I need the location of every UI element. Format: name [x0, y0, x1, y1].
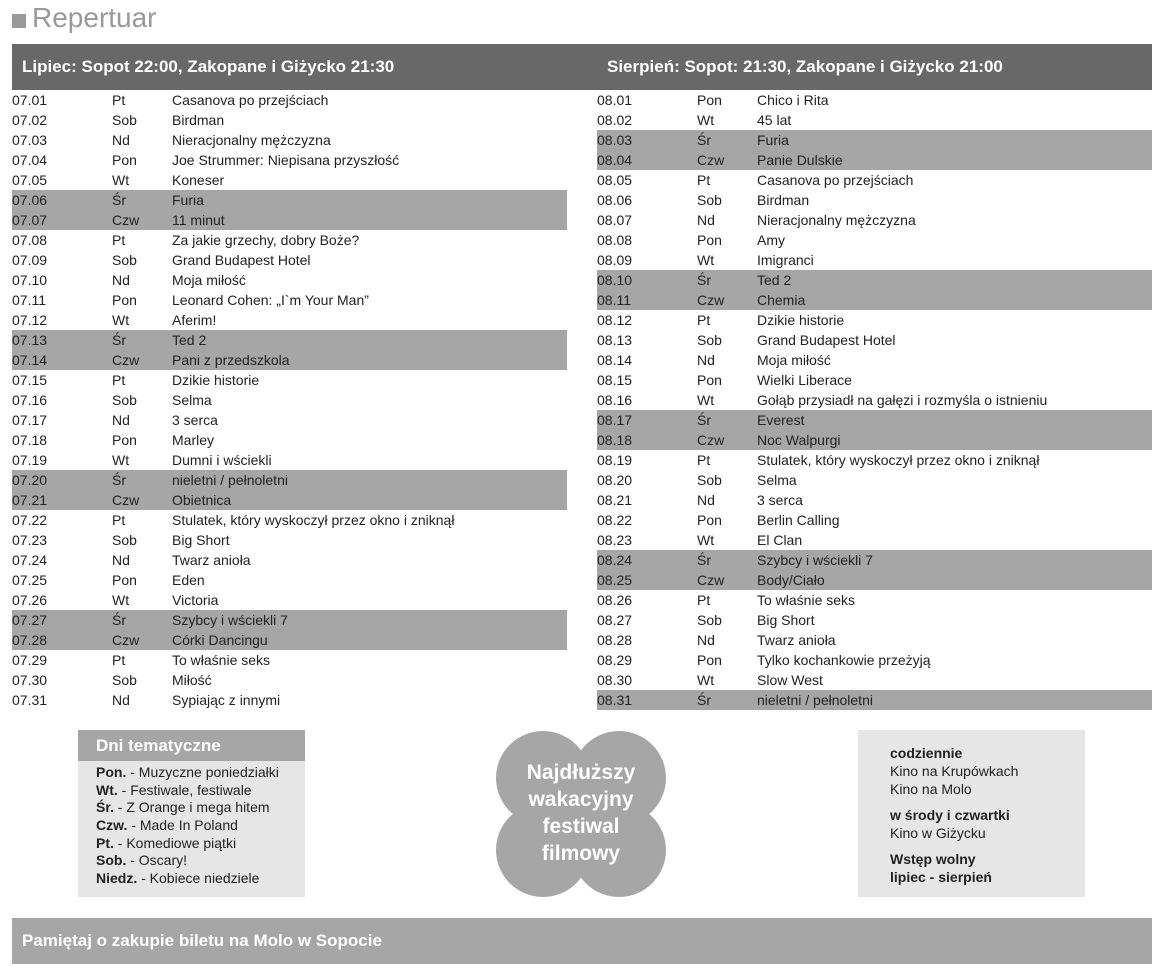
row-title: Big Short [757, 612, 815, 628]
row-date: 08.25 [597, 572, 633, 588]
themed-day-desc: - Muzyczne poniedziałki [126, 764, 279, 780]
schedule-row [12, 210, 567, 230]
row-title: Victoria [172, 592, 219, 608]
row-title: Moja miłość [172, 272, 246, 288]
row-date: 08.10 [597, 272, 633, 288]
row-day: Śr [112, 332, 126, 348]
row-title: Nieracjonalny mężczyzna [172, 132, 331, 148]
row-day: Pt [112, 232, 126, 248]
row-date: 08.28 [597, 632, 633, 648]
schedule-row [12, 570, 567, 590]
schedule-row [12, 110, 567, 130]
row-day: Sob [697, 612, 722, 628]
row-day: Pon [112, 432, 137, 448]
row-title: Nieracjonalny mężczyzna [757, 212, 916, 228]
schedule-row [12, 90, 567, 110]
row-title: Panie Dulskie [757, 152, 843, 168]
schedule-row [12, 390, 567, 410]
row-day: Nd [697, 352, 715, 368]
row-day: Pt [697, 592, 711, 608]
row-title: nieletni / pełnoletni [172, 472, 288, 488]
august-schedule [597, 90, 1152, 710]
row-title: Imigranci [757, 252, 814, 268]
row-title: Casanova po przejściach [757, 172, 914, 188]
themed-day-item [96, 799, 305, 817]
themed-day-desc: - Kobiece niedziele [137, 870, 260, 887]
schedule-row [597, 490, 1152, 510]
row-title: To właśnie seks [172, 652, 271, 668]
row-date: 07.10 [12, 272, 48, 288]
row-date: 08.03 [597, 132, 633, 148]
festival-badge-text: Najdłuższy wakacyjny festiwal filmowy [526, 761, 636, 865]
row-day: Wt [697, 112, 715, 128]
row-day: Nd [112, 132, 130, 148]
row-title: Tylko kochankowie przeżyją [757, 652, 931, 668]
schedule-row [597, 130, 1152, 150]
row-day: Śr [697, 272, 711, 288]
schedule-row [597, 110, 1152, 130]
schedule-row [12, 610, 567, 630]
row-day: Wt [697, 672, 715, 688]
row-day: Nd [112, 412, 130, 428]
row-title: Grand Budapest Hotel [172, 252, 311, 268]
row-title: Szybcy i wściekli 7 [757, 552, 873, 568]
page-title [12, 2, 157, 34]
row-date: 07.23 [12, 532, 48, 548]
themed-day-name: Śr. [96, 799, 114, 816]
themed-day-desc: - Z Orange i mega hitem [113, 799, 270, 816]
row-title: Chemia [757, 292, 806, 308]
row-date: 07.06 [12, 192, 48, 208]
row-day: Sob [112, 672, 137, 688]
row-title: Aferim! [172, 312, 217, 328]
themed-day-name: Niedz. [96, 870, 138, 887]
schedule-row [12, 490, 567, 510]
row-day: Pon [697, 512, 722, 528]
schedule-row [597, 530, 1152, 550]
schedule-row [597, 230, 1152, 250]
row-title: Birdman [172, 112, 225, 128]
venue-molo: Kino na Molo [890, 781, 972, 797]
row-day: Czw [112, 492, 140, 508]
row-date: 07.18 [12, 432, 48, 448]
row-date: 08.21 [597, 492, 633, 508]
row-date: 07.04 [12, 152, 48, 168]
wed-thu-label: w środy i czwartki [890, 807, 1010, 823]
schedule-row [597, 370, 1152, 390]
row-day: Pon [697, 652, 722, 668]
schedule-row [12, 450, 567, 470]
row-day: Sob [697, 192, 722, 208]
schedule-row [597, 570, 1152, 590]
row-date: 07.12 [12, 312, 48, 328]
row-day: Pon [112, 152, 137, 168]
row-title: Twarz anioła [172, 552, 251, 568]
ticket-reminder-bar: Pamiętaj o zakupie biletu na Molo w Sopocie [12, 918, 1152, 964]
row-date: 07.05 [12, 172, 48, 188]
themed-day-desc: - Komediowe piątki [113, 834, 237, 851]
schedule-row [597, 610, 1152, 630]
row-title: Stulatek, który wyskoczył przez okno i zniknął [172, 512, 455, 528]
schedule-row [12, 150, 567, 170]
schedule-row [597, 470, 1152, 490]
row-title: Noc Walpurgi [757, 432, 841, 448]
schedule-row [12, 130, 567, 150]
row-day: Śr [697, 692, 711, 708]
themed-day-item [96, 782, 305, 800]
row-day: Wt [112, 452, 130, 468]
schedule-row [12, 670, 567, 690]
row-date: 08.19 [597, 452, 633, 468]
schedule-row [597, 210, 1152, 230]
schedule-row [597, 650, 1152, 670]
row-day: Czw [697, 432, 725, 448]
july-schedule [12, 90, 567, 710]
row-title: Birdman [757, 192, 810, 208]
schedule-row [12, 590, 567, 610]
row-date: 07.08 [12, 232, 48, 248]
venue-gizycko: Kino w Giżycku [890, 825, 986, 841]
row-title: Twarz anioła [757, 632, 836, 648]
row-date: 08.08 [597, 232, 633, 248]
row-day: Pt [697, 172, 711, 188]
row-date: 08.17 [597, 412, 633, 428]
schedule-row [12, 310, 567, 330]
row-title: Córki Dancingu [172, 632, 268, 648]
row-date: 08.07 [597, 212, 633, 228]
themed-day-name: Wt. [96, 781, 118, 798]
row-date: 07.19 [12, 452, 48, 468]
row-day: Śr [112, 192, 126, 208]
themed-day-item [96, 852, 305, 870]
july-header: Lipiec: Sopot 22:00, Zakopane i Giżycko 21:30 [22, 57, 395, 76]
row-title: Big Short [172, 532, 230, 548]
row-date: 08.30 [597, 672, 633, 688]
row-date: 07.21 [12, 492, 48, 508]
row-title: Za jakie grzechy, dobry Boże? [172, 232, 360, 248]
row-title: Everest [757, 412, 805, 428]
schedule-row [597, 190, 1152, 210]
schedule-row [12, 170, 567, 190]
row-date: 08.04 [597, 152, 633, 168]
row-date: 08.06 [597, 192, 633, 208]
row-title: Ted 2 [172, 332, 207, 348]
schedule-row [12, 350, 567, 370]
row-date: 07.31 [12, 692, 48, 708]
title-square-icon [12, 14, 26, 28]
page-title-text: Repertuar [32, 2, 157, 33]
row-title: Amy [757, 232, 785, 248]
schedule-row [12, 690, 567, 710]
schedule-row [12, 250, 567, 270]
schedule-header-bar [12, 44, 1152, 90]
daily-label: codziennie [890, 745, 963, 761]
row-day: Nd [112, 552, 130, 568]
schedule-row [597, 670, 1152, 690]
row-date: 07.13 [12, 332, 48, 348]
schedule-row [597, 170, 1152, 190]
themed-day-item [96, 835, 305, 853]
row-day: Pon [697, 232, 722, 248]
row-title: Slow West [757, 672, 823, 688]
row-day: Nd [112, 692, 130, 708]
row-title: Leonard Cohen: „I`m Your Man” [172, 292, 369, 308]
themed-day-name: Pt. [96, 834, 114, 851]
row-title: Eden [172, 572, 205, 588]
themed-day-desc: - Oscary! [126, 852, 188, 869]
themed-day-item [96, 870, 305, 888]
row-day: Śr [697, 132, 711, 148]
row-day: Czw [112, 632, 140, 648]
row-date: 08.13 [597, 332, 633, 348]
row-date: 08.18 [597, 432, 633, 448]
row-day: Czw [697, 572, 725, 588]
row-day: Czw [112, 352, 140, 368]
row-day: Pon [112, 572, 137, 588]
row-title: Selma [172, 392, 212, 408]
row-day: Sob [112, 252, 137, 268]
row-date: 08.22 [597, 512, 633, 528]
venue-krupowki: Kino na Krupówkach [890, 763, 1019, 779]
row-title: Marley [172, 432, 215, 448]
row-title: Dzikie historie [757, 312, 845, 328]
schedule-row [597, 290, 1152, 310]
row-date: 07.26 [12, 592, 48, 608]
row-title: 11 minut [172, 212, 225, 228]
row-title: 45 lat [757, 112, 792, 128]
row-date: 08.05 [597, 172, 633, 188]
row-date: 07.01 [12, 92, 48, 108]
row-date: 07.29 [12, 652, 48, 668]
schedule-row [597, 510, 1152, 530]
row-title: Body/Ciało [757, 572, 825, 588]
row-date: 08.23 [597, 532, 633, 548]
row-day: Wt [697, 532, 715, 548]
themed-day-name: Pon. [96, 764, 127, 780]
schedule-row [12, 530, 567, 550]
schedule-row [12, 650, 567, 670]
schedule-row [12, 410, 567, 430]
row-title: Furia [172, 192, 204, 208]
schedule-row [597, 450, 1152, 470]
row-day: Pt [112, 512, 126, 528]
row-title: 3 serca [172, 412, 218, 428]
row-date: 08.12 [597, 312, 633, 328]
row-day: Czw [697, 292, 725, 308]
schedule-row [597, 690, 1152, 710]
schedule-row [597, 590, 1152, 610]
venues-box [858, 730, 1085, 897]
row-date: 07.22 [12, 512, 48, 528]
row-date: 08.16 [597, 392, 633, 408]
row-date: 08.15 [597, 372, 633, 388]
schedule-row [597, 410, 1152, 430]
row-day: Wt [112, 172, 130, 188]
row-day: Nd [697, 492, 715, 508]
row-day: Pt [112, 652, 126, 668]
free-entry-label: Wstęp wolny [890, 851, 976, 867]
row-title: Dumni i wściekli [172, 452, 272, 468]
schedule-row [12, 370, 567, 390]
schedule-row [597, 550, 1152, 570]
row-day: Pt [112, 372, 126, 388]
row-day: Śr [112, 612, 126, 628]
row-day: Wt [112, 592, 130, 608]
row-day: Śr [697, 552, 711, 568]
row-title: To właśnie seks [757, 592, 856, 608]
row-date: 07.25 [12, 572, 48, 588]
row-title: Gołąb przysiadł na gałęzi i rozmyśla o istnieniu [757, 392, 1048, 408]
row-date: 07.07 [12, 212, 48, 228]
schedule-row [597, 310, 1152, 330]
row-title: Ted 2 [757, 272, 792, 288]
schedule-row [12, 270, 567, 290]
row-day: Czw [697, 152, 725, 168]
row-title: Stulatek, który wyskoczył przez okno i zniknął [757, 452, 1040, 468]
schedule-row [12, 290, 567, 310]
row-title: Casanova po przejściach [172, 92, 329, 108]
row-day: Sob [697, 472, 722, 488]
row-date: 08.27 [597, 612, 633, 628]
themed-days-box [78, 730, 305, 897]
schedule-row [597, 390, 1152, 410]
row-day: Pt [697, 452, 711, 468]
row-title: Pani z przedszkola [172, 352, 290, 368]
row-day: Sob [697, 332, 722, 348]
schedule-row [12, 470, 567, 490]
row-day: Wt [697, 252, 715, 268]
row-day: Pon [112, 292, 137, 308]
row-day: Sob [112, 532, 137, 548]
row-title: El Clan [757, 532, 803, 548]
row-date: 08.29 [597, 652, 633, 668]
row-day: Czw [112, 212, 140, 228]
row-title: Obietnica [172, 492, 232, 508]
row-date: 07.28 [12, 632, 48, 648]
row-title: Szybcy i wściekli 7 [172, 612, 288, 628]
row-day: Śr [697, 412, 711, 428]
row-date: 08.01 [597, 92, 633, 108]
schedule-row [12, 230, 567, 250]
themed-days-header: Dni tematyczne [78, 730, 305, 761]
row-title: Grand Budapest Hotel [757, 332, 896, 348]
row-day: Wt [112, 312, 130, 328]
themed-day-item [96, 817, 305, 835]
row-title: Miłość [172, 672, 212, 688]
themed-day-item [96, 764, 305, 782]
schedule-row [597, 150, 1152, 170]
schedule-row [12, 330, 567, 350]
schedule-row [597, 270, 1152, 290]
row-day: Pon [697, 92, 722, 108]
row-date: 07.27 [12, 612, 48, 628]
row-title: Koneser [172, 172, 225, 188]
festival-badge [496, 731, 666, 897]
themed-day-name: Sob. [96, 852, 127, 869]
row-date: 07.14 [12, 352, 48, 368]
schedule-row [12, 430, 567, 450]
row-day: Sob [112, 392, 137, 408]
row-day: Śr [112, 472, 126, 488]
row-date: 07.16 [12, 392, 48, 408]
schedule-row [12, 630, 567, 650]
row-date: 07.02 [12, 112, 48, 128]
free-entry-period: lipiec - sierpień [890, 869, 992, 885]
row-day: Nd [112, 272, 130, 288]
schedule-row [597, 430, 1152, 450]
schedule-row [12, 510, 567, 530]
schedule-row [12, 190, 567, 210]
row-date: 08.24 [597, 552, 633, 568]
row-date: 07.24 [12, 552, 48, 568]
row-day: Pon [697, 372, 722, 388]
row-date: 07.03 [12, 132, 48, 148]
themed-days-list [78, 761, 305, 888]
row-title: Moja miłość [757, 352, 831, 368]
themed-day-name: Czw. [96, 817, 128, 834]
row-title: Wielki Liberace [757, 372, 852, 388]
row-title: nieletni / pełnoletni [757, 692, 873, 708]
august-header: Sierpień: Sopot: 21:30, Zakopane i Giżycko 21:00 [607, 57, 1003, 76]
row-date: 07.17 [12, 412, 48, 428]
schedule-row [597, 90, 1152, 110]
schedule-row [597, 330, 1152, 350]
row-date: 07.20 [12, 472, 48, 488]
row-day: Nd [697, 212, 715, 228]
row-date: 08.14 [597, 352, 633, 368]
row-date: 07.11 [12, 292, 46, 308]
themed-day-desc: - Festiwale, festiwale [117, 781, 252, 798]
schedule-row [597, 250, 1152, 270]
row-title: Selma [757, 472, 797, 488]
themed-day-desc: - Made In Poland [127, 817, 238, 834]
row-date: 08.26 [597, 592, 633, 608]
row-date: 07.15 [12, 372, 48, 388]
row-date: 08.20 [597, 472, 633, 488]
row-title: 3 serca [757, 492, 803, 508]
row-date: 07.30 [12, 672, 48, 688]
row-date: 08.02 [597, 112, 633, 128]
row-day: Pt [697, 312, 711, 328]
schedule-row [597, 350, 1152, 370]
row-date: 08.31 [597, 692, 633, 708]
row-title: Furia [757, 132, 789, 148]
row-day: Sob [112, 112, 137, 128]
row-title: Dzikie historie [172, 372, 260, 388]
row-day: Wt [697, 392, 715, 408]
schedule-row [597, 630, 1152, 650]
row-title: Berlin Calling [757, 512, 840, 528]
row-date: 08.09 [597, 252, 633, 268]
row-date: 07.09 [12, 252, 48, 268]
row-title: Joe Strummer: Niepisana przyszłość [172, 152, 400, 168]
row-title: Chico i Rita [757, 92, 829, 108]
schedule-row [12, 550, 567, 570]
row-day: Pt [112, 92, 126, 108]
row-title: Sypiając z innymi [172, 692, 281, 708]
row-date: 08.11 [597, 292, 631, 308]
row-day: Nd [697, 632, 715, 648]
